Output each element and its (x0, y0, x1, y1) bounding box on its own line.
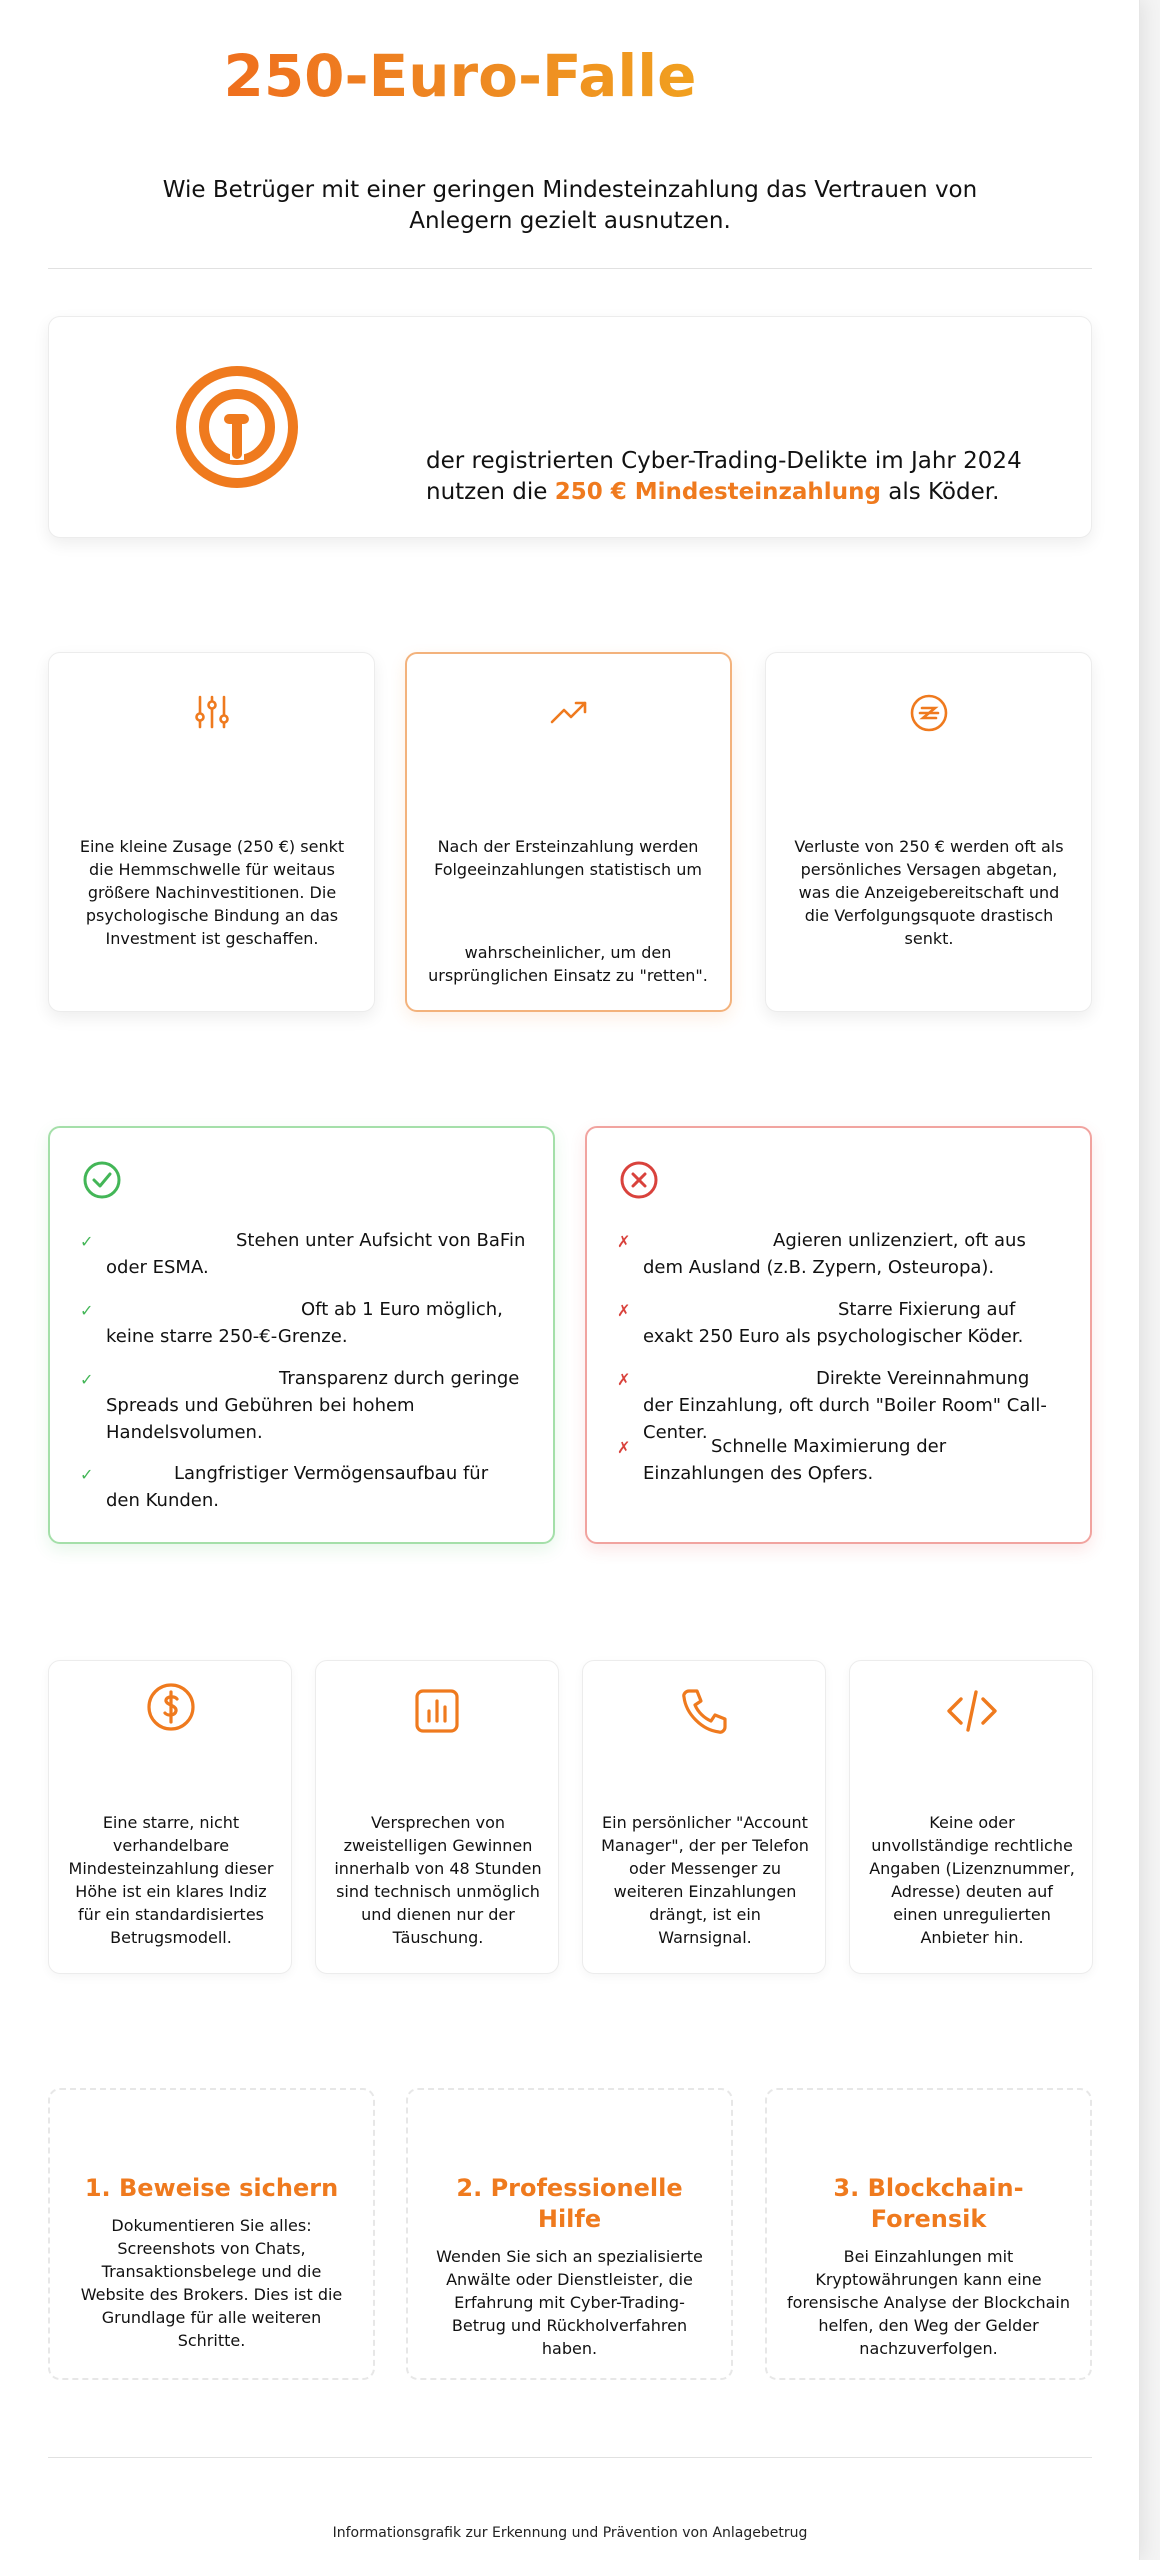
check-mark: ✓ (80, 1301, 94, 1320)
check-mark: ✓ (80, 1370, 94, 1389)
feature-card-followup (405, 652, 732, 1012)
page-subtitle: Wie Betrüger mit einer geringen Mindesteinzahlung das Vertrauen von Anlegern gezielt ausnutzen. (162, 177, 978, 234)
step-text: Wenden Sie sich an spezialisierte Anwälte oder Dienstleister, die Erfahrung mit Cyber-Trading-Betrug und Rückholverfahren haben. (436, 2247, 703, 2358)
list-item: Stehen unter Aufsicht von BaFin oder ESMA. (106, 1230, 526, 1278)
legit-broker-card (48, 1126, 555, 1544)
step-text: Dokumentieren Sie alles: Screenshots von Chats, Transaktionsbelege und die Website des Brokers. Dies ist die Grundlage für alle weiteren Schritte. (80, 2216, 343, 2350)
signal-card-legal (849, 1660, 1093, 1974)
check-mark: ✓ (80, 1465, 94, 1484)
signal-card-manager (582, 1660, 826, 1974)
page-title: 250-Euro-Falle (223, 42, 697, 110)
header-divider (48, 268, 1092, 269)
signal-text: Keine oder unvollständige rechtliche Angaben (Lizenznummer, Adresse) deuten auf einen unregulierten Anbieter hin. (869, 1813, 1075, 1947)
hero-highlight: 250 € Mindesteinzahlung (554, 479, 881, 505)
list-item: Schnelle Maximierung der Einzahlungen des Opfers. (643, 1436, 947, 1484)
list-item: Transparenz durch geringe Spreads und Gebühren bei hohem Handelsvolumen. (106, 1368, 520, 1443)
phone-icon (679, 1685, 731, 1737)
signal-text: Versprechen von zweistelligen Gewinnen innerhalb von 48 Stunden sind technisch unmöglich und dienen nur der Täuschung. (334, 1813, 542, 1947)
list-item: Direkte Vereinnahmung der Einzahlung, oft durch "Boiler Room" Call-Center. (643, 1368, 1047, 1443)
cross-mark: ✗ (617, 1301, 631, 1320)
step-title: 3. Blockchain-Forensik (833, 2174, 1024, 2233)
x-circle-icon (619, 1160, 659, 1200)
list-item: Langfristiger Vermögensaufbau für den Kunden. (106, 1463, 489, 1511)
step-card-help (406, 2088, 733, 2380)
footer-divider (48, 2457, 1092, 2458)
step-title: 1. Beweise sichern (84, 2174, 339, 2202)
feature-text-part-a: Nach der Ersteinzahlung werden Folgeeinzahlungen statistisch um (434, 837, 702, 879)
dollar-circle-icon (145, 1681, 197, 1733)
fraud-broker-card (585, 1126, 1092, 1544)
feature-card-threshold (48, 652, 375, 1012)
list-item: Oft ab 1 Euro möglich, keine starre 250-€-Grenze. (106, 1299, 503, 1347)
check-circle-icon (82, 1160, 122, 1200)
feature-card-shame (765, 652, 1092, 1012)
feature-text: Verluste von 250 € werden oft als persönliches Versagen abgetan, was die Anzeigebereitschaft und die Verfolgungsquote drastisch senkt. (794, 837, 1064, 948)
target-icon (174, 364, 300, 490)
signal-card-profit (315, 1660, 559, 1974)
currency-circle-icon (909, 693, 949, 733)
signal-card-deposit (48, 1660, 292, 1974)
feature-text-part-b: wahrscheinlicher, um den ursprünglichen Einsatz zu "retten". (428, 943, 708, 985)
sliders-icon (193, 693, 231, 731)
step-text: Bei Einzahlungen mit Kryptowährungen kann eine forensische Analyse der Blockchain helfen, den Weg der Gelder nachzuverfolgen. (787, 2247, 1070, 2358)
feature-text: Eine kleine Zusage (250 €) senkt die Hemmschwelle für weitaus größere Nachinvestitionen. Die psychologische Bindung an das Investment ist geschaffen. (79, 837, 345, 948)
check-mark: ✓ (80, 1232, 94, 1251)
list-item: Starre Fixierung auf exakt 250 Euro als psychologischer Köder. (643, 1299, 1024, 1347)
cross-mark: ✗ (617, 1232, 631, 1251)
list-item: Agieren unlizenziert, oft aus dem Ausland (z.B. Zypern, Osteuropa). (643, 1230, 1026, 1278)
hero-stat-text: der registrierten Cyber-Trading-Delikte im Jahr 2024 nutzen die 250 € Mindesteinzahlung als Köder. (426, 448, 1022, 505)
bar-chart-icon (413, 1687, 461, 1735)
code-icon (944, 1687, 1000, 1735)
cross-mark: ✗ (617, 1438, 631, 1457)
step-card-evidence (48, 2088, 375, 2380)
footer-text: Informationsgrafik zur Erkennung und Prävention von Anlagebetrug (332, 2525, 808, 2541)
trending-up-icon (549, 694, 589, 732)
signal-text: Eine starre, nicht verhandelbare Mindesteinzahlung dieser Höhe ist ein klares Indiz für ein standardisiertes Betrugsmodell. (68, 1813, 274, 1947)
signal-text: Ein persönlicher "Account Manager", der per Telefon oder Messenger zu weiteren Einzahlungen drängt, ist ein Warnsignal. (601, 1813, 809, 1947)
cross-mark: ✗ (617, 1370, 631, 1389)
step-title: 2. Professionelle Hilfe (456, 2174, 683, 2233)
step-card-forensics (765, 2088, 1092, 2380)
